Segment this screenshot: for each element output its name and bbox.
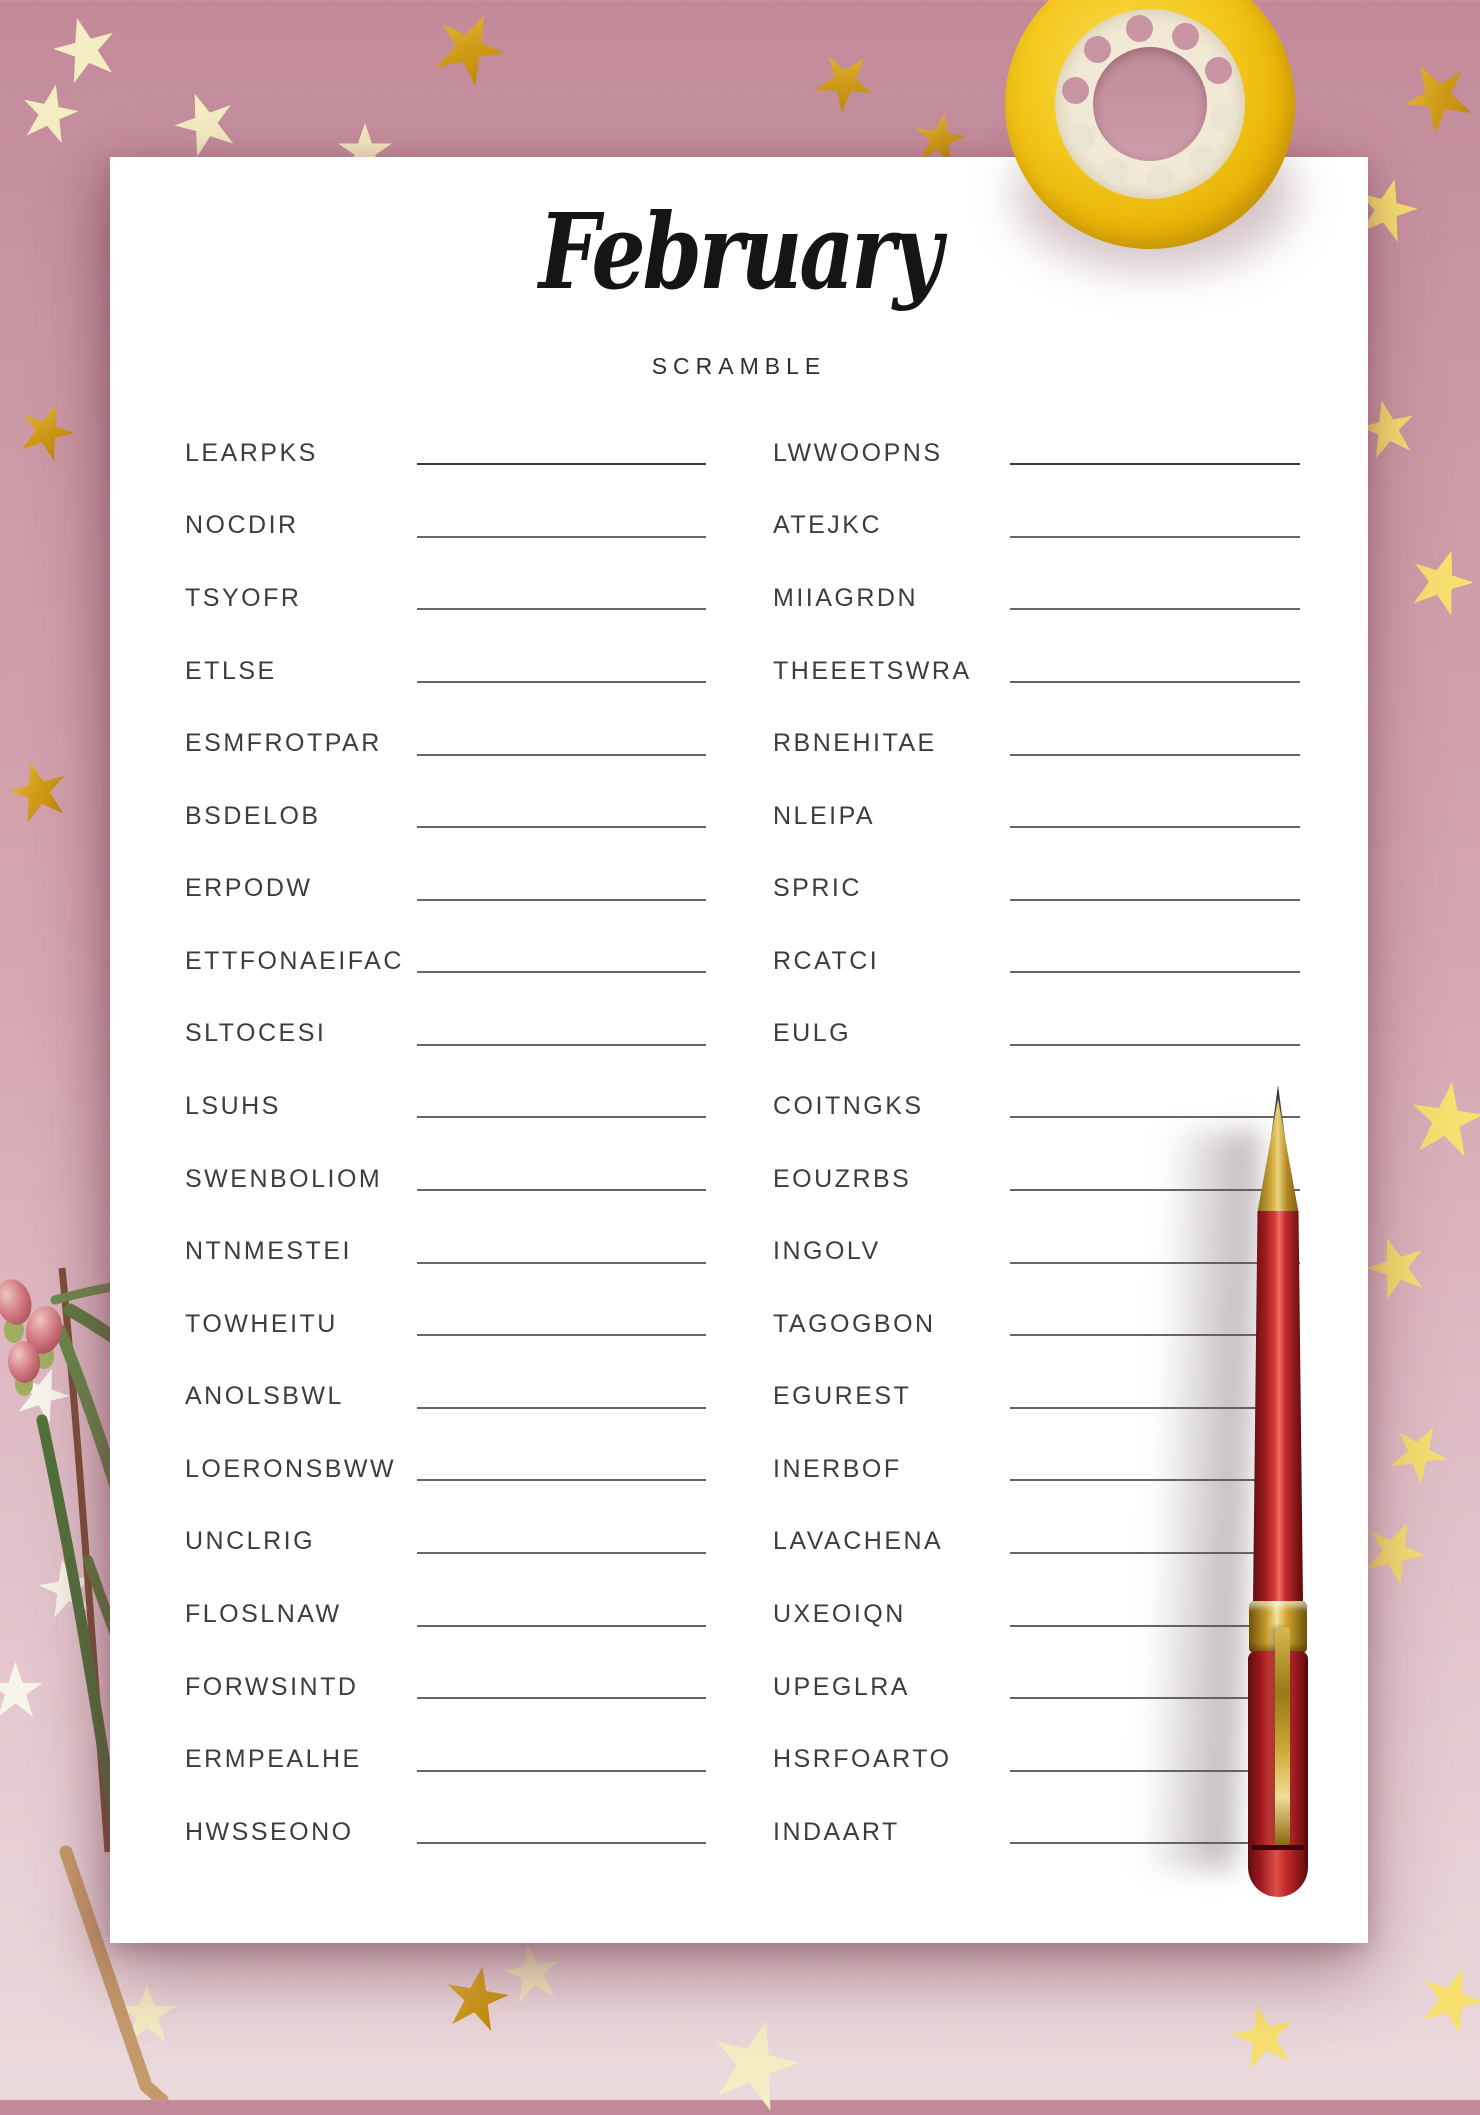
answer-blank-line	[417, 1770, 706, 1772]
word-row	[773, 490, 1300, 563]
answer-blank-line	[1010, 971, 1300, 973]
answer-blank-line	[417, 754, 706, 756]
tape-core-hole	[1084, 36, 1111, 63]
scrambled-word: FORWSINTD	[185, 1672, 359, 1701]
word-row	[773, 707, 1300, 780]
word-row	[773, 925, 1300, 998]
word-row	[185, 1361, 706, 1434]
word-row	[185, 490, 706, 563]
word-row	[185, 852, 706, 925]
tape-core-hole	[1189, 145, 1216, 172]
scrambled-word: INGOLV	[773, 1237, 881, 1266]
scrambled-word: RBNEHITAE	[773, 729, 937, 758]
word-row	[185, 1796, 706, 1869]
word-row	[185, 998, 706, 1071]
scrambled-word: EULG	[773, 1019, 852, 1048]
answer-blank-line	[1010, 463, 1300, 465]
answer-blank-line	[417, 1842, 706, 1844]
word-column-left	[185, 417, 706, 1869]
scrambled-word: UNCLRIG	[185, 1527, 316, 1556]
scrambled-word: COITNGKS	[773, 1091, 924, 1120]
tape-core-hole	[1205, 57, 1232, 84]
answer-blank-line	[417, 1262, 706, 1264]
cream-star-icon	[47, 10, 123, 86]
tape-core-hole	[1068, 124, 1095, 151]
answer-blank-line	[417, 1407, 706, 1409]
tape-roll	[1005, 0, 1295, 249]
answer-blank-line	[417, 899, 706, 901]
answer-blank-line	[417, 681, 706, 683]
pen-cap-seam	[1252, 1845, 1304, 1850]
word-row	[185, 1651, 706, 1724]
scrambled-word: SWENBOLIOM	[185, 1164, 383, 1193]
word-row	[185, 1215, 706, 1288]
word-row	[185, 1143, 706, 1216]
word-row	[773, 998, 1300, 1071]
tape-core-hole	[1172, 23, 1199, 50]
word-row	[773, 562, 1300, 635]
word-row	[185, 1288, 706, 1361]
cream-star-icon	[500, 1940, 565, 2005]
scrambled-word: ATEJKC	[773, 511, 882, 540]
scrambled-word: TOWHEITU	[185, 1309, 338, 1338]
word-row	[185, 780, 706, 853]
answer-blank-line	[417, 971, 706, 973]
red-pen	[1238, 1085, 1318, 1900]
word-row	[773, 417, 1300, 490]
scrambled-word: TAGOGBON	[773, 1309, 936, 1338]
answer-blank-line	[417, 536, 706, 538]
word-row	[185, 1433, 706, 1506]
tape-core-hole	[1101, 158, 1128, 185]
scrambled-word: ESMFROTPAR	[185, 729, 382, 758]
gold-star-icon	[425, 1, 515, 91]
page-title: February	[538, 190, 940, 313]
answer-blank-line	[1010, 826, 1300, 828]
answer-blank-line	[1010, 899, 1300, 901]
word-row	[185, 1506, 706, 1579]
tape-center-hole	[1093, 47, 1207, 161]
word-row	[773, 635, 1300, 708]
scrambled-word: ANOLSBWL	[185, 1382, 344, 1411]
yellow-star-icon	[1382, 1414, 1457, 1489]
answer-blank-line	[417, 1552, 706, 1554]
scrambled-word: ERPODW	[185, 874, 313, 903]
scrambled-word: BSDELOB	[185, 801, 321, 830]
yellow-star-icon	[1403, 541, 1480, 619]
yellow-star-icon	[1412, 1958, 1480, 2037]
answer-blank-line	[417, 1189, 706, 1191]
scrambled-word: UXEOIQN	[773, 1600, 906, 1629]
pen-clip	[1275, 1627, 1290, 1845]
scrambled-word: SPRIC	[773, 874, 862, 903]
cream-star-icon	[167, 84, 244, 161]
scrambled-word: RCATCI	[773, 946, 880, 975]
answer-blank-line	[1010, 754, 1300, 756]
answer-blank-line	[417, 1116, 706, 1118]
scrambled-word: ETLSE	[185, 656, 277, 685]
gold-star-icon	[807, 41, 886, 120]
word-row	[185, 707, 706, 780]
scrambled-word: ERMPEALHE	[185, 1745, 362, 1774]
gold-star-icon	[1392, 50, 1480, 140]
pen-nose-cone	[1254, 1099, 1302, 1213]
scrambled-word: LEARPKS	[185, 438, 318, 467]
white-star-icon	[35, 1555, 100, 1620]
tape-core-hole	[1126, 15, 1153, 42]
scrambled-word: INERBOF	[773, 1454, 902, 1483]
tape-core-hole	[1062, 77, 1089, 104]
word-row	[185, 1070, 706, 1143]
word-row	[185, 562, 706, 635]
word-row	[185, 1578, 706, 1651]
answer-blank-line	[417, 826, 706, 828]
answer-blank-line	[417, 463, 706, 465]
scrambled-word: LWWOOPNS	[773, 438, 943, 467]
word-row	[185, 635, 706, 708]
pen-body-upper	[1253, 1211, 1303, 1603]
yellow-star-icon	[1359, 1229, 1432, 1302]
word-row	[185, 417, 706, 490]
scrambled-word: NTNMESTEI	[185, 1237, 352, 1266]
answer-blank-line	[417, 1697, 706, 1699]
scrambled-word: NOCDIR	[185, 511, 299, 540]
white-star-icon	[0, 1662, 43, 1717]
cream-star-icon	[118, 1984, 176, 2042]
scrambled-word: ETTFONAEIFAC	[185, 946, 404, 975]
gold-star-icon	[2, 754, 73, 825]
word-row	[185, 925, 706, 998]
scrambled-word: FLOSLNAW	[185, 1600, 342, 1629]
word-row	[773, 852, 1300, 925]
scrambled-word: MIIAGRDN	[773, 583, 918, 612]
scrambled-word: SLTOCESI	[185, 1019, 327, 1048]
word-row	[185, 1723, 706, 1796]
yellow-star-icon	[1226, 1998, 1300, 2072]
gold-star-icon	[441, 1961, 513, 2033]
answer-blank-line	[417, 608, 706, 610]
scrambled-word: TSYOFR	[185, 583, 302, 612]
tape-core-hole	[1147, 166, 1174, 193]
answer-blank-line	[1010, 536, 1300, 538]
answer-blank-line	[1010, 681, 1300, 683]
scrambled-word: LSUHS	[185, 1091, 281, 1120]
gold-star-icon	[12, 395, 81, 464]
answer-blank-line	[417, 1044, 706, 1046]
cream-star-icon	[702, 2009, 807, 2114]
answer-blank-line	[1010, 608, 1300, 610]
page-subtitle: SCRAMBLE	[651, 353, 827, 379]
scrambled-word: NLEIPA	[773, 801, 876, 830]
scrambled-word: LOERONSBWW	[185, 1454, 397, 1483]
white-star-icon	[10, 1360, 77, 1427]
answer-blank-line	[417, 1479, 706, 1481]
word-row	[773, 780, 1300, 853]
scrambled-word: HSRFOARTO	[773, 1745, 952, 1774]
scrambled-word: EGUREST	[773, 1382, 912, 1411]
scrambled-word: THEEETSWRA	[773, 656, 972, 685]
yellow-star-icon	[1406, 1077, 1480, 1158]
scrambled-word: INDAART	[773, 1817, 900, 1846]
tape-core-hole	[1211, 104, 1238, 131]
scrambled-word: EOUZRBS	[773, 1164, 912, 1193]
cream-star-icon	[17, 79, 83, 145]
answer-blank-line	[417, 1625, 706, 1627]
scrambled-word: LAVACHENA	[773, 1527, 944, 1556]
answer-blank-line	[417, 1334, 706, 1336]
scrambled-word: UPEGLRA	[773, 1672, 910, 1701]
scrambled-word: HWSSEONO	[185, 1817, 354, 1846]
answer-blank-line	[1010, 1044, 1300, 1046]
